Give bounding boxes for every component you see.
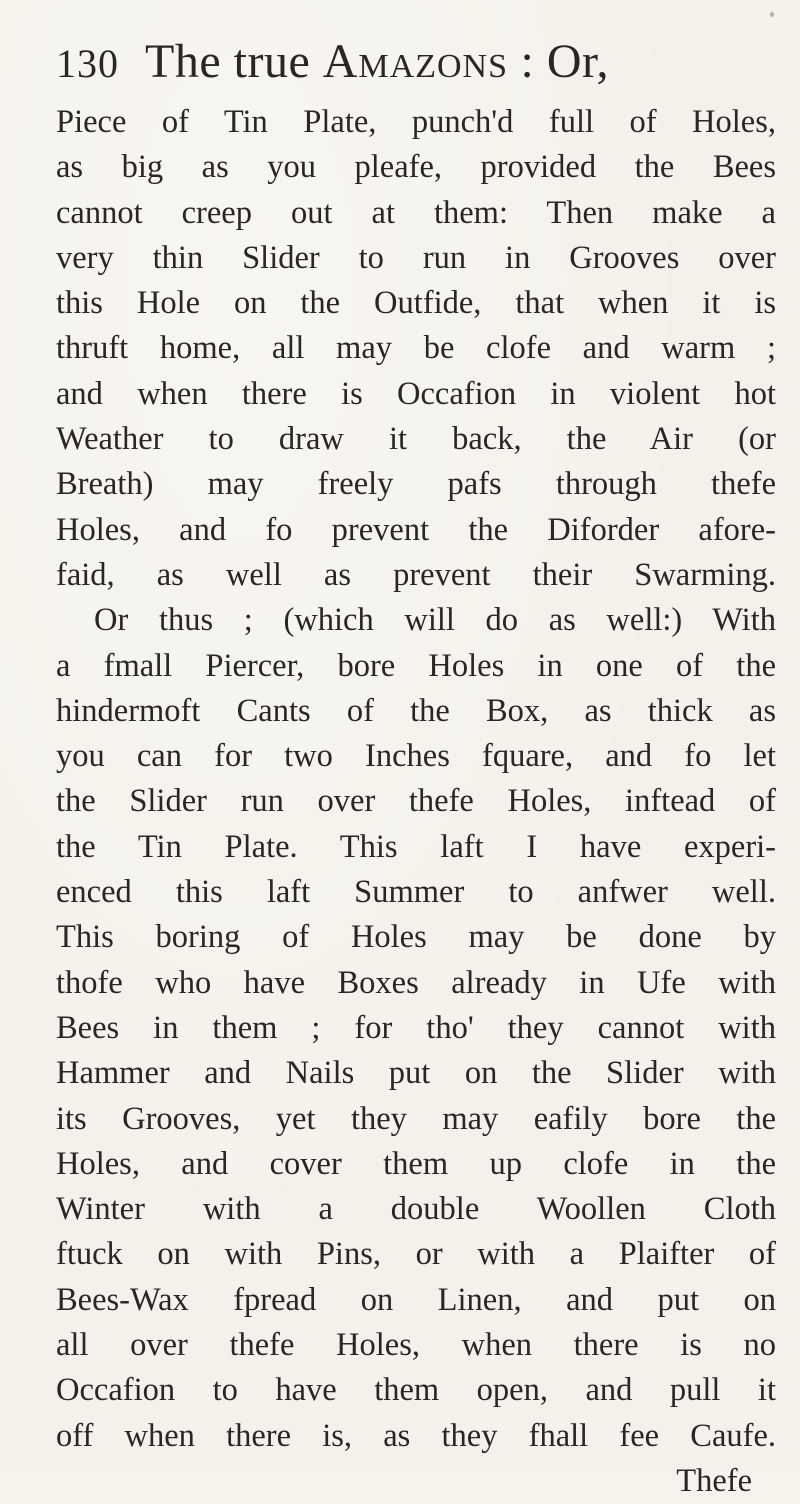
body-text (56, 100, 776, 1504)
text-line: Occafion to have them open, and pull it (56, 1372, 776, 1409)
text-line: a fmall Piercer, bore Holes in one of the (56, 647, 776, 684)
text-line: hindermoft Cants of the Box, as thick as (56, 692, 776, 729)
running-title-suffix: : Or, (520, 35, 610, 88)
text-line: very thin Slider to run in Grooves over (56, 239, 776, 276)
text-line: Piece of Tin Plate, punch'd full of Holes, (56, 104, 776, 140)
page-number: 130 (56, 41, 119, 86)
text-line: cannot creep out at them: Then make a (56, 194, 776, 231)
text-line: Breath) may freely pafs through thefe (56, 466, 776, 503)
running-title (145, 34, 609, 89)
catchword: Thefe (676, 1462, 752, 1499)
text-line: this Hole on the Outfide, that when it is (56, 285, 776, 322)
text-line: its Grooves, yet they may eafily bore the (56, 1100, 776, 1137)
text-line: you can for two Inches fquare, and fo let (56, 738, 776, 775)
text-line: the Slider run over thefe Holes, inftead of (56, 783, 776, 820)
text-line: off when there is, as they fhall fee Caufe. (56, 1417, 776, 1454)
text-line: Winter with a double Woollen Cloth (56, 1191, 776, 1228)
text-line: Holes, and cover them up clofe in the (56, 1145, 776, 1182)
text-line: enced this laft Summer to anfwer well. (56, 874, 776, 911)
text-line: Weather to draw it back, the Air (or (56, 421, 776, 458)
text-line: Bees-Wax fpread on Linen, and put on (56, 1281, 776, 1318)
running-title-main: Amazons (322, 35, 508, 88)
text-line: thruft home, all may be clofe and warm ; (56, 330, 776, 367)
text-line: all over thefe Holes, when there is no (56, 1327, 776, 1364)
text-line: Holes, and fo prevent the Diforder afore- (56, 511, 776, 548)
text-line: faid, as well as prevent their Swarming. (56, 556, 776, 593)
running-header (56, 34, 609, 94)
text-line: Bees in them ; for tho' they cannot with (56, 1009, 776, 1046)
running-title-prefix: The true (145, 35, 311, 88)
page-speck (770, 12, 774, 17)
text-line: thofe who have Boxes already in Ufe with (56, 964, 776, 1001)
text-line: and when there is Occafion in violent hot (56, 375, 776, 412)
text-line: as big as you pleafe, provided the Bees (56, 149, 776, 186)
paragraph-start-line: Or thus ; (which will do as well:) With (94, 602, 776, 639)
text-line: the Tin Plate. This laft I have experi- (56, 828, 776, 865)
text-line: This boring of Holes may be done by (56, 919, 776, 956)
text-line: ftuck on with Pins, or with a Plaifter of (56, 1236, 776, 1273)
text-line: Hammer and Nails put on the Slider with (56, 1055, 776, 1092)
